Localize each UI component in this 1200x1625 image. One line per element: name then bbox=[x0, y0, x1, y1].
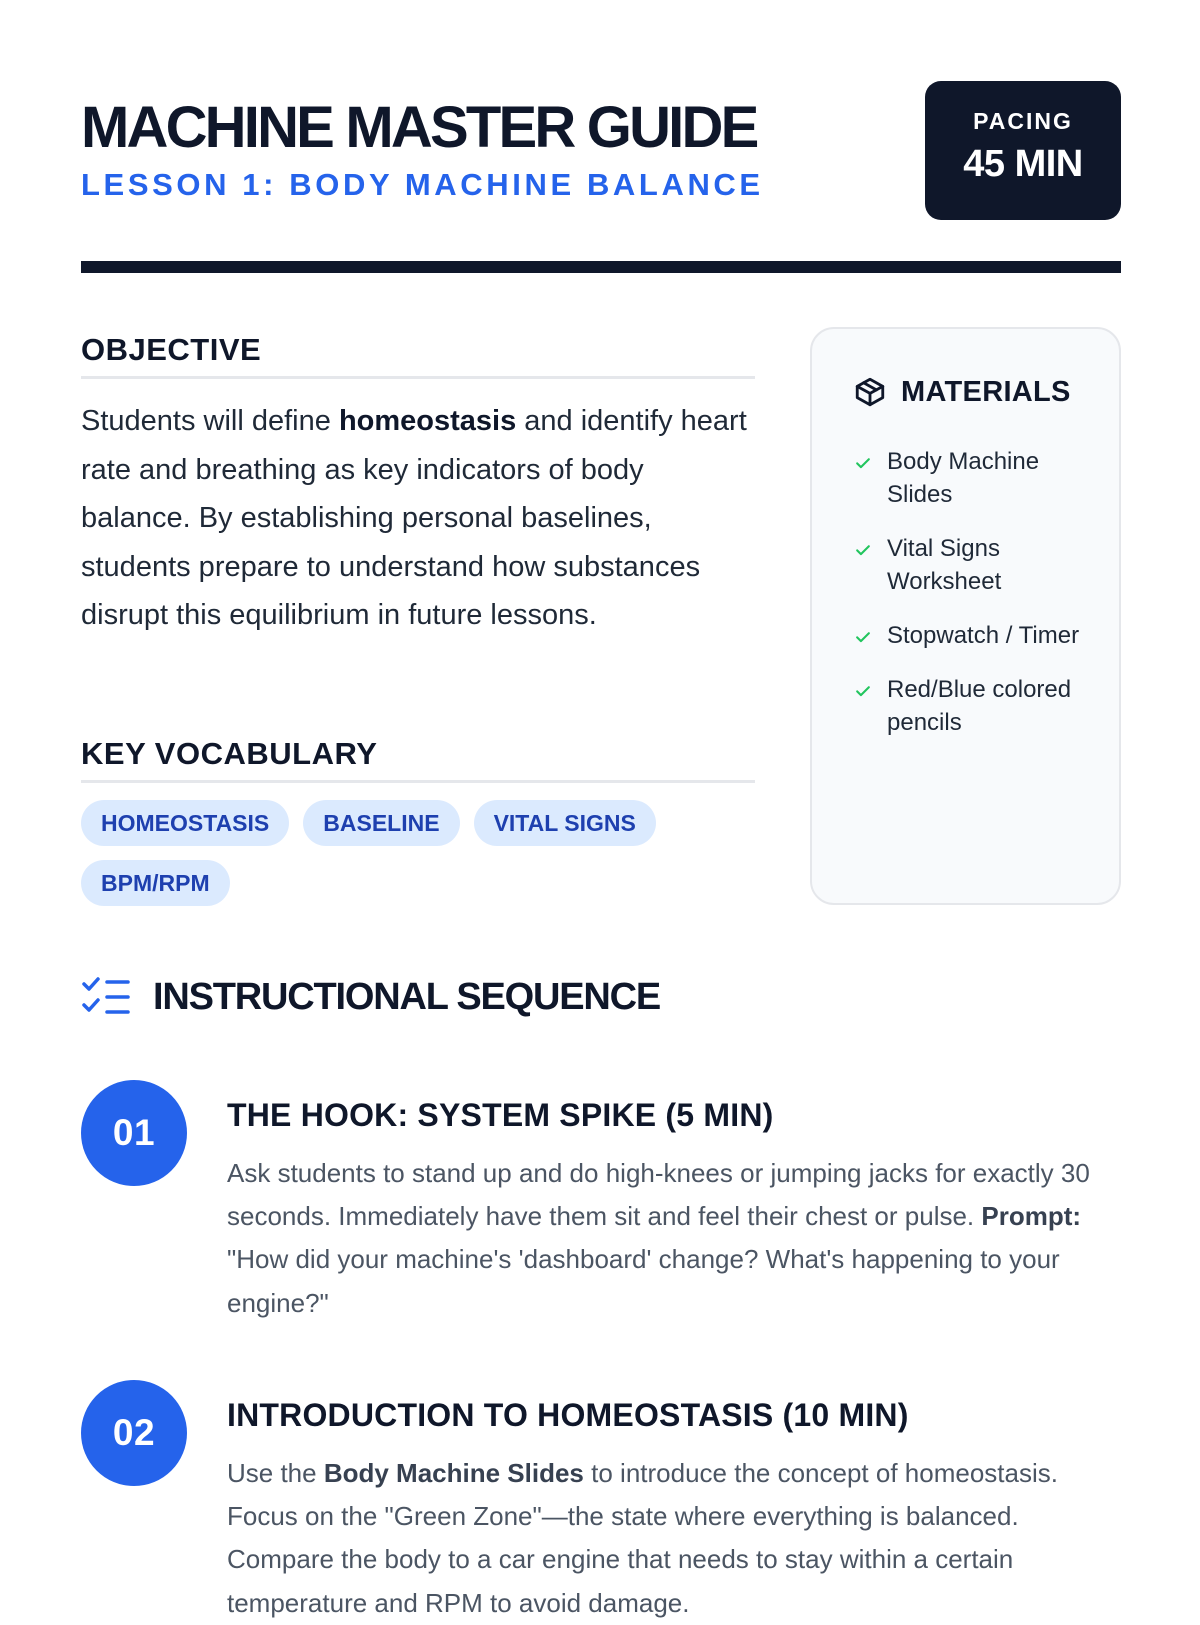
materials-item bbox=[853, 673, 1103, 739]
step-title: INTRODUCTION TO HOMEOSTASIS (10 MIN) bbox=[227, 1397, 909, 1433]
vocabulary-heading: KEY VOCABULARY bbox=[81, 735, 755, 783]
check-icon bbox=[853, 681, 873, 701]
materials-item bbox=[853, 445, 1103, 511]
lesson-subtitle: LESSON 1: BODY MACHINE BALANCE bbox=[81, 167, 764, 202]
sequence-heading: INSTRUCTIONAL SEQUENCE bbox=[153, 975, 661, 1018]
vocab-chip: HOMEOSTASIS bbox=[81, 800, 289, 846]
step-text-end: to introduce the concept of homeostasis. Focus on the "Green Zone"—the state where everything is balanced. Compare the body to a car engine that needs to stay within a certain temperature and RPM to avoid damage. bbox=[227, 1458, 1058, 1618]
vocab-chip: BASELINE bbox=[303, 800, 459, 846]
header-divider bbox=[81, 261, 1121, 273]
vocab-chip: BPM/RPM bbox=[81, 860, 230, 906]
sequence-header bbox=[81, 975, 660, 1019]
pacing-value: 45 MIN bbox=[963, 143, 1083, 185]
vocab-chip: VITAL SIGNS bbox=[474, 800, 656, 846]
step-description bbox=[227, 1152, 1121, 1325]
pacing-label: PACING bbox=[973, 108, 1073, 134]
checklist-icon bbox=[81, 975, 131, 1019]
objective-text-start: Students will define bbox=[81, 405, 339, 437]
materials-card bbox=[810, 327, 1121, 905]
materials-header bbox=[853, 375, 1071, 409]
materials-item-label: Vital Signs Worksheet bbox=[887, 535, 1002, 595]
materials-item bbox=[853, 619, 1103, 652]
package-icon bbox=[853, 375, 887, 409]
check-icon bbox=[853, 453, 873, 473]
objective-text bbox=[81, 397, 761, 640]
step-number-badge: 01 bbox=[81, 1080, 187, 1186]
step-text-end: "How did your machine's 'dashboard' change? What's happening to your engine?" bbox=[227, 1244, 1060, 1318]
check-icon bbox=[853, 540, 873, 560]
step-number-badge: 02 bbox=[81, 1380, 187, 1486]
step-text-bold: Body Machine Slides bbox=[323, 1458, 584, 1488]
vocabulary-chips bbox=[81, 800, 771, 906]
step-text-start: Ask students to stand up and do high-knees or jumping jacks for exactly 30 seconds. Immediately have them sit and feel their chest or pulse. bbox=[227, 1158, 1090, 1232]
step-text-start: Use the bbox=[227, 1458, 324, 1488]
materials-list bbox=[853, 445, 1103, 760]
materials-item-label: Stopwatch / Timer bbox=[887, 622, 1080, 649]
materials-item-label: Red/Blue colored pencils bbox=[887, 676, 1072, 736]
step-description bbox=[227, 1452, 1121, 1625]
objective-heading: OBJECTIVE bbox=[81, 331, 755, 379]
page-title: MACHINE MASTER GUIDE bbox=[81, 95, 757, 160]
objective-text-end: and identify heart rate and breathing as key indicators of body balance. By establishing personal baselines, students prepare to understand how substances disrupt this equilibrium in future lessons. bbox=[81, 405, 747, 631]
objective-key-term: homeostasis bbox=[338, 405, 517, 437]
check-icon bbox=[853, 627, 873, 647]
materials-item bbox=[853, 532, 1103, 598]
pacing-badge bbox=[925, 81, 1121, 220]
lesson-guide-page bbox=[81, 0, 1121, 1618]
step-text-bold: Prompt: bbox=[981, 1201, 1082, 1232]
materials-item-label: Body Machine Slides bbox=[887, 448, 1040, 508]
materials-heading: MATERIALS bbox=[901, 375, 1071, 408]
step-title: THE HOOK: SYSTEM SPIKE (5 MIN) bbox=[227, 1097, 774, 1133]
